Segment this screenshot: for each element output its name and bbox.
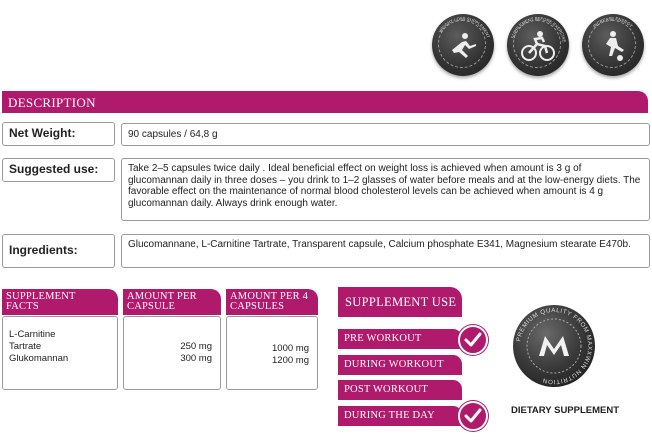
badge-3-text: INCREASE ENERGY bbox=[591, 15, 634, 29]
quality-seal bbox=[512, 304, 596, 388]
badge-3-caption-layer bbox=[582, 14, 644, 76]
use-item-label: DURING WORKOUT bbox=[344, 359, 444, 370]
facts-row-1-name-line2: Tartrate bbox=[9, 341, 42, 352]
facts-per-4-capsules-cell bbox=[226, 316, 318, 390]
ingredients-label: Ingredients: bbox=[9, 243, 78, 257]
supplement-use-title: SUPPLEMENT USE bbox=[345, 295, 457, 309]
during-the-day-check-icon bbox=[458, 401, 488, 431]
svg-text:SUPPLEMENT BEFORE EXERCISE bbox=[510, 16, 567, 43]
facts-row-2-name: Glukomannan bbox=[9, 353, 69, 364]
suggested-use-label: Suggested use: bbox=[9, 162, 99, 176]
amount-per-4-capsules-title: AMOUNT PER 4 CAPSULES bbox=[230, 291, 309, 312]
badge-1-text: WEIGHT LOSS SUPPLEMENT bbox=[437, 15, 491, 39]
badge-2-caption-layer bbox=[507, 14, 569, 76]
description-title: DESCRIPTION bbox=[8, 95, 96, 110]
use-item-label: PRE WORKOUT bbox=[344, 333, 422, 344]
use-item-during-the-day bbox=[338, 406, 462, 426]
facts-row-2-per-capsule: 300 mg bbox=[180, 353, 212, 364]
use-item-during-workout bbox=[338, 355, 462, 375]
facts-per-capsule-cell bbox=[123, 316, 221, 390]
supplement-facts-title: SUPPLEMENT FACTS bbox=[6, 291, 76, 312]
svg-text:INCREASE ENERGY bbox=[592, 16, 634, 29]
badge-1-caption-layer bbox=[432, 14, 494, 76]
net-weight-label: Net Weight: bbox=[9, 126, 76, 140]
net-weight-label-box bbox=[2, 122, 115, 146]
facts-per-capsule-values bbox=[180, 341, 212, 365]
ingredients-value: Glucomannane, L-Carnitine Tartrate, Transparent capsule, Calcium phosphate E341, Magnesium stearate E470b. bbox=[128, 239, 631, 250]
suggested-use-value: Take 2–5 capsules twice daily . Ideal beneficial effect on weight loss is achieved when amount is 3 g of glucomannan daily in three doses – you drink to 1–2 glasses of water before meals and at the low-energy diets. The favorable effect on the maintenance of normal blood cholesterol levels can be achieved when amount is 4 g glucomannan daily. Always drink enough water. bbox=[128, 163, 641, 209]
use-item-post-workout bbox=[338, 380, 462, 400]
net-weight-value-box bbox=[121, 123, 650, 146]
suggested-use-label-box bbox=[2, 158, 115, 182]
supplement-use-header bbox=[338, 287, 462, 317]
use-item-label: POST WORKOUT bbox=[344, 384, 428, 395]
use-item-label: DURING THE DAY bbox=[344, 410, 435, 421]
svg-text:WEIGHT LOSS SUPPLEMENT bbox=[438, 16, 491, 39]
facts-names-cell bbox=[2, 316, 118, 390]
seal-caption: DIETARY SUPPLEMENT bbox=[511, 405, 620, 416]
facts-row-1-name-line1: L-Carnitine bbox=[9, 329, 56, 340]
amount-per-capsule-title: AMOUNT PER CAPSULE bbox=[127, 291, 197, 312]
use-item-pre-workout bbox=[338, 329, 462, 349]
ingredients-label-box bbox=[2, 234, 115, 268]
seal-ring-text: PREMIUM QUALITY FROM MAXXWIN NUTRITION bbox=[515, 306, 594, 386]
suggested-use-value-box bbox=[121, 158, 650, 221]
facts-row-1-per-capsule: 250 mg bbox=[180, 341, 212, 352]
ingredients-value-box bbox=[121, 234, 650, 268]
facts-row-1-per-4: 1000 mg bbox=[272, 343, 309, 354]
amount-per-capsule-header bbox=[123, 289, 221, 315]
svg-text:PREMIUM QUALITY FROM MAXXWIN N bbox=[515, 307, 593, 385]
net-weight-value: 90 capsules / 64,8 g bbox=[128, 129, 218, 140]
amount-per-4-capsules-header bbox=[226, 289, 318, 315]
supplement-facts-header bbox=[2, 289, 118, 315]
facts-row-1-name bbox=[9, 329, 68, 365]
facts-row-2-per-4: 1200 mg bbox=[272, 355, 309, 366]
facts-per-4-values bbox=[272, 343, 309, 367]
badge-2-text: SUPPLEMENT BEFORE EXERCISE bbox=[509, 15, 567, 43]
pre-workout-check-icon bbox=[458, 325, 488, 355]
description-header bbox=[2, 91, 648, 113]
